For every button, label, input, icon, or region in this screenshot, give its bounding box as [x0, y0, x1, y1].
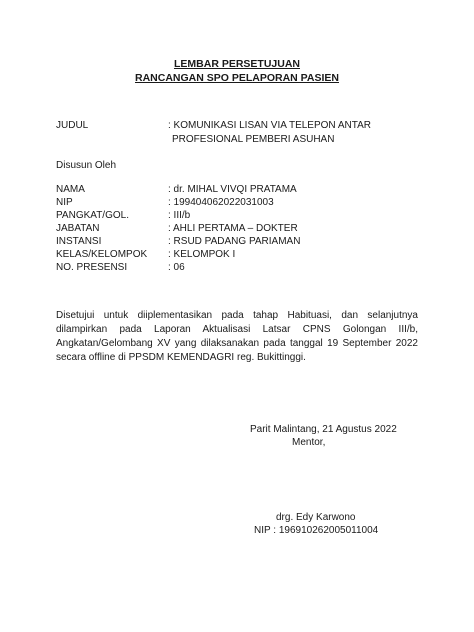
detail-row-pangkat [56, 210, 190, 221]
detail-value: : 06 [168, 262, 185, 273]
detail-row-kelas [56, 249, 235, 260]
mentor-nip: NIP : 196910262005011004 [254, 525, 379, 536]
judul-value-continued: PROFESIONAL PEMBERI ASUHAN [172, 134, 335, 145]
detail-label: NO. PRESENSI [56, 262, 128, 273]
detail-value: : III/b [168, 210, 191, 221]
detail-label: NAMA [56, 184, 85, 195]
detail-row-nip [56, 197, 274, 208]
judul-label: JUDUL [56, 120, 89, 131]
approval-paragraph: Disetujui untuk diiplementasikan pada tahap Habituasi, dan selanjutnya dilampirkan pada Laporan Aktualisasi Latsar CPNS Golongan III/b, Angkatan/Gelombang XV yang dilaksanakan pada tanggal 19 September 2022 secara offline di PPSDM KEMENDAGRI reg. Bukittinggi. [56, 310, 418, 363]
disusun-oleh-heading: Disusun Oleh [56, 160, 117, 171]
detail-row-instansi [56, 236, 300, 247]
detail-value: : KELOMPOK I [168, 249, 236, 260]
place-date: Parit Malintang, 21 Agustus 2022 [250, 424, 397, 435]
mentor-name: drg. Edy Karwono [276, 512, 356, 523]
detail-value: : dr. MIHAL VIVQI PRATAMA [168, 184, 297, 195]
detail-label: PANGKAT/GOL. [56, 210, 129, 221]
mentor-role: Mentor, [292, 437, 326, 448]
detail-value: : AHLI PERTAMA – DOKTER [168, 223, 298, 234]
detail-label: JABATAN [56, 223, 100, 234]
document-title: LEMBAR PERSETUJUAN [173, 58, 300, 70]
judul-row [56, 120, 371, 131]
detail-label: INSTANSI [56, 236, 102, 247]
detail-label: KELAS/KELOMPOK [56, 249, 148, 260]
detail-row-nama [56, 184, 297, 195]
detail-value: : RSUD PADANG PARIAMAN [168, 236, 301, 247]
detail-value: : 199404062022031003 [168, 197, 274, 208]
detail-row-jabatan [56, 223, 298, 234]
judul-value: : KOMUNIKASI LISAN VIA TELEPON ANTAR [168, 120, 372, 131]
detail-label: NIP [56, 197, 73, 208]
detail-row-presensi [56, 262, 185, 273]
document-subtitle: RANCANGAN SPO PELAPORAN PASIEN [135, 72, 339, 84]
